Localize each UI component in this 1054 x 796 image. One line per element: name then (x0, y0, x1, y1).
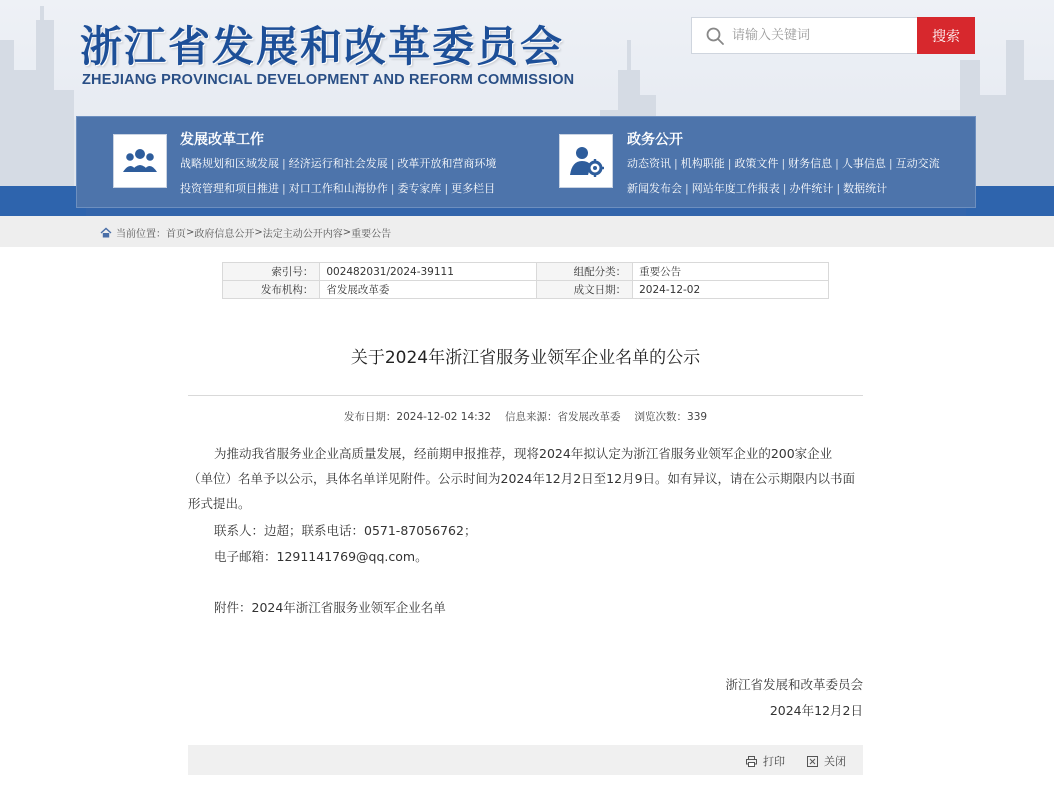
nav-link[interactable]: 动态资讯 (627, 157, 671, 170)
nav-link[interactable]: 机构职能 (680, 157, 725, 170)
nav-link[interactable]: 数据统计 (843, 182, 888, 195)
close-icon (807, 756, 818, 767)
nav-link[interactable]: 战略规划和区域发展 (180, 157, 279, 170)
index-value: 002482031/2024-39111 (320, 263, 537, 281)
nav-link[interactable]: 财务信息 (788, 157, 833, 170)
nav-links-row: 动态资讯 | 机构职能 | 政策文件 | 财务信息 | 人事信息 | 互动交流 (627, 157, 940, 170)
attachment-link[interactable]: 附件：2024年浙江省服务业领军企业名单 (214, 600, 446, 615)
nav-heading-development-reform[interactable]: 发展改革工作 (180, 132, 264, 148)
breadcrumb-prefix: 当前位置： (116, 229, 166, 240)
search-input[interactable] (691, 17, 918, 54)
nav-link[interactable]: 委专家库 (397, 182, 442, 195)
breadcrumb-separator: > (342, 227, 352, 238)
breadcrumb-separator: > (254, 227, 263, 238)
paragraph-line: 形式提出。 (188, 496, 251, 511)
nav-link[interactable]: 互动交流 (895, 157, 940, 170)
print-label: 打印 (763, 755, 785, 768)
site-title[interactable]: 浙江省发展和改革委员会 (80, 22, 565, 71)
search-button[interactable]: 搜索 (917, 17, 975, 54)
category-label: 组配分类： (537, 263, 633, 281)
nav-link[interactable]: 政策文件 (734, 157, 779, 170)
index-label: 索引号： (223, 263, 320, 281)
nav-panel-shadow (86, 208, 966, 216)
breadcrumb-home[interactable]: 首页 (166, 229, 186, 240)
nav-link[interactable]: 对口工作和山海协作 (288, 182, 388, 195)
search-icon (705, 26, 725, 46)
date-label: 成文日期： (537, 281, 633, 299)
nav-link[interactable]: 改革开放和营商环境 (397, 157, 497, 170)
publish-info (188, 409, 863, 424)
table-row (223, 263, 829, 281)
nav-link[interactable]: 投资管理和项目推进 (180, 182, 279, 195)
issuer-label: 发布机构： (223, 281, 320, 299)
breadcrumb (100, 225, 391, 240)
publish-date: 发布日期：2024-12-02 14:32 (343, 411, 492, 423)
print-button[interactable] (746, 753, 785, 769)
article-actions-bar (188, 745, 863, 775)
close-label: 关闭 (824, 755, 846, 768)
contact-line: 联系人：边超；联系电话：0571-87056762； (214, 523, 477, 538)
email-line[interactable]: 电子邮箱：1291141769@qq.com。 (214, 549, 428, 564)
document-meta-table (222, 262, 829, 299)
table-row (223, 281, 829, 299)
article-paragraph (188, 441, 863, 516)
paragraph-line: 为推动我省服务业企业高质量发展，经前期申报推荐，现将2024年拟认定为浙江省服务业领军企业的200家企业 (214, 446, 833, 461)
paragraph-line: （单位）名单予以公示，具体名单详见附件。公示时间为2024年12月2日至12月9日。如有异议，请在公示期限内以书面 (188, 471, 856, 486)
breadcrumb-gov-info[interactable]: 政府信息公开 (194, 229, 255, 240)
nav-link[interactable]: 网站年度工作报表 (691, 182, 780, 195)
nav-link[interactable]: 办件统计 (789, 182, 834, 195)
print-icon (746, 756, 757, 767)
category-value: 重要公告 (633, 263, 829, 281)
breadcrumb-bar (0, 216, 1054, 247)
nav-links-row: 战略规划和区域发展 | 经济运行和社会发展 | 改革开放和营商环境 (180, 157, 497, 170)
info-source: 信息来源：省发展改革委 (505, 411, 621, 423)
nav-link[interactable]: 新闻发布会 (627, 182, 682, 195)
nav-heading-government-affairs[interactable]: 政务公开 (627, 132, 683, 148)
nav-link[interactable]: 人事信息 (841, 157, 886, 170)
search-box (691, 17, 975, 54)
nav-section-development-reform (77, 117, 527, 209)
people-group-icon[interactable] (113, 134, 167, 188)
issuer-value: 省发展改革委 (320, 281, 537, 299)
breadcrumb-statutory[interactable]: 法定主动公开内容 (262, 229, 343, 240)
title-divider (188, 395, 863, 396)
nav-section-government-affairs (527, 117, 977, 209)
article-title: 关于2024年浙江省服务业领军企业名单的公示 (350, 348, 701, 368)
nav-panel (76, 116, 976, 208)
signature-date: 2024年12月2日 (769, 703, 863, 718)
date-value: 2024-12-02 (633, 281, 829, 299)
breadcrumb-announcement[interactable]: 重要公告 (351, 229, 392, 240)
signature-org: 浙江省发展和改革委员会 (725, 677, 863, 692)
nav-link[interactable]: 经济运行和社会发展 (288, 157, 388, 170)
site-header (0, 0, 1054, 216)
nav-links-row: 新闻发布会 | 网站年度工作报表 | 办件统计 | 数据统计 (627, 182, 888, 195)
nav-links-row: 投资管理和项目推进 | 对口工作和山海协作 | 委专家库 | 更多栏目 (180, 182, 496, 195)
view-count: 浏览次数：339 (634, 411, 708, 423)
user-gear-icon[interactable] (559, 134, 613, 188)
home-icon (100, 227, 112, 239)
nav-link[interactable]: 更多栏目 (451, 182, 496, 195)
close-button[interactable] (807, 753, 846, 769)
breadcrumb-separator: > (186, 227, 195, 238)
site-title-english: ZHEJIANG PROVINCIAL DEVELOPMENT AND REFORM COMMISSION (82, 72, 575, 88)
